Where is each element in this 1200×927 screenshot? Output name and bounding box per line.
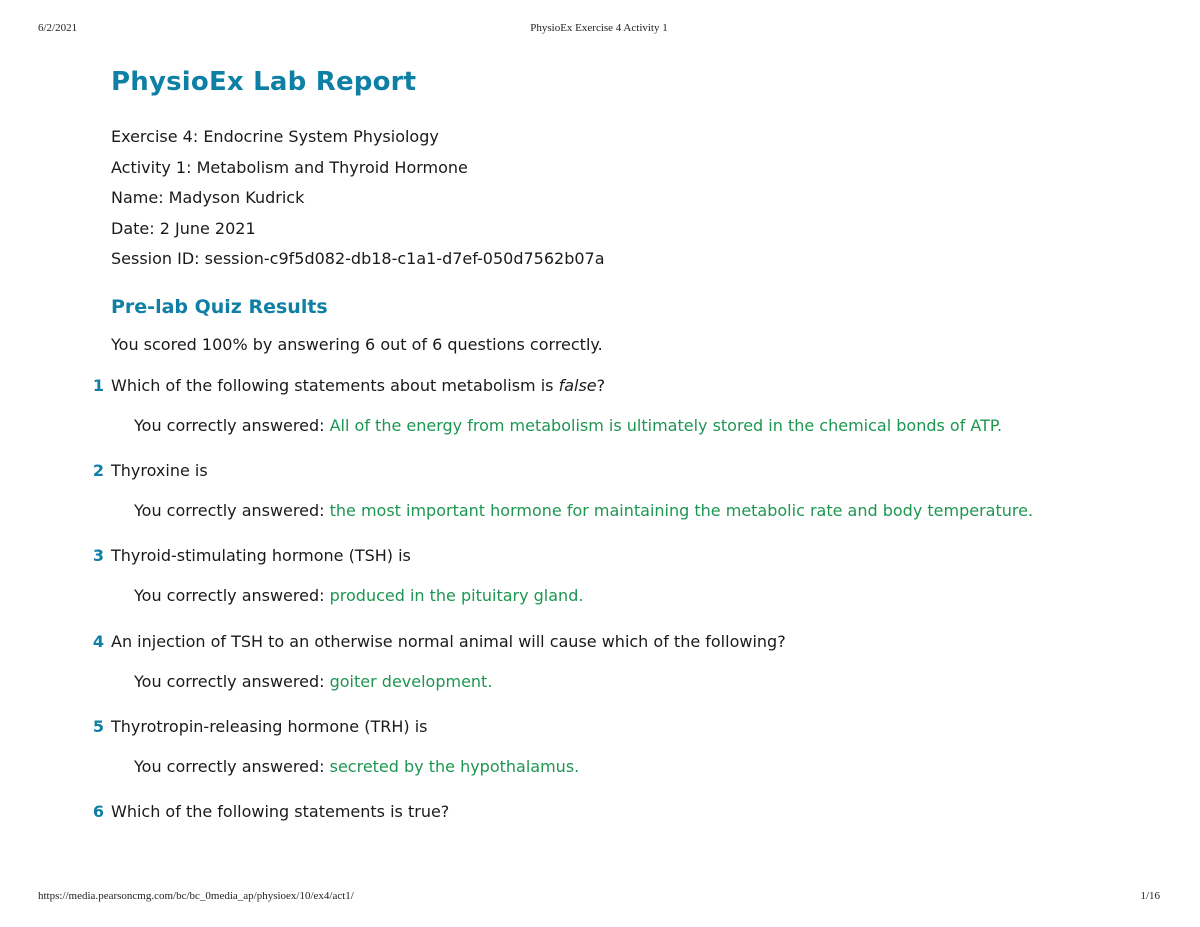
- answer-value: the most important hormone for maintaining the metabolic rate and body temperature.: [329, 501, 1034, 521]
- date-line: Date: 2 June 2021: [111, 218, 256, 238]
- quiz-question: [92, 460, 1151, 545]
- question-number: 5: [92, 716, 104, 736]
- question-number: 2: [92, 461, 104, 481]
- print-date: 6/2/2021: [38, 22, 78, 34]
- answer-prefix: You correctly answered:: [134, 756, 325, 776]
- activity-line: Activity 1: Metabolism and Thyroid Hormone: [111, 157, 468, 177]
- quiz-question: [92, 631, 1151, 716]
- question-text: An injection of TSH to an otherwise normal animal will cause which of the following?: [111, 631, 786, 651]
- quiz-question: [92, 375, 1151, 460]
- print-title: PhysioEx Exercise 4 Activity 1: [530, 22, 668, 34]
- answer-value: All of the energy from metabolism is ultimately stored in the chemical bonds of ATP.: [329, 416, 1003, 435]
- quiz-question-list: [92, 375, 1151, 886]
- question-text: Which of the following statements about metabolism is false?: [111, 376, 606, 395]
- answer-prefix: You correctly answered:: [134, 586, 325, 606]
- question-text: Which of the following statements is true?: [111, 801, 450, 821]
- answer-line: [134, 500, 1033, 522]
- answer-line: [134, 415, 1002, 437]
- question-text: Thyrotropin-releasing hormone (TRH) is: [111, 716, 428, 736]
- answer-value: produced in the pituitary gland.: [329, 586, 584, 606]
- answer-prefix: You correctly answered:: [134, 501, 325, 521]
- question-text: Thyroid-stimulating hormone (TSH) is: [111, 546, 411, 566]
- quiz-section-title: Pre-lab Quiz Results: [111, 296, 328, 318]
- report-content: [92, 64, 1151, 821]
- answer-line: [134, 585, 583, 607]
- question-number: 6: [92, 801, 104, 821]
- question-number: 4: [92, 631, 104, 651]
- report-meta: [111, 122, 1151, 275]
- answer-line: [134, 671, 492, 693]
- answer-value: goiter development.: [329, 671, 493, 691]
- page-number: 1/16: [1140, 890, 1160, 902]
- quiz-question: [92, 801, 1151, 886]
- quiz-question: [92, 716, 1151, 801]
- session-line: Session ID: session-c9f5d082-db18-c1a1-d7ef-050d7562b07a: [111, 249, 605, 268]
- answer-prefix: You correctly answered:: [134, 416, 325, 435]
- answer-prefix: You correctly answered:: [134, 671, 325, 691]
- answer-line: [134, 756, 579, 778]
- question-number: 1: [92, 376, 104, 395]
- question-number: 3: [92, 546, 104, 566]
- exercise-line: Exercise 4: Endocrine System Physiology: [111, 127, 439, 146]
- quiz-score: You scored 100% by answering 6 out of 6 questions correctly.: [111, 335, 603, 354]
- name-line: Name: Madyson Kudrick: [111, 188, 305, 207]
- question-text: Thyroxine is: [111, 461, 208, 481]
- answer-value: secreted by the hypothalamus.: [329, 756, 580, 776]
- print-url: https://media.pearsoncmg.com/bc/bc_0media_ap/physioex/10/ex4/act1/: [38, 890, 354, 902]
- report-title: PhysioEx Lab Report: [111, 67, 417, 97]
- quiz-question: [92, 545, 1151, 630]
